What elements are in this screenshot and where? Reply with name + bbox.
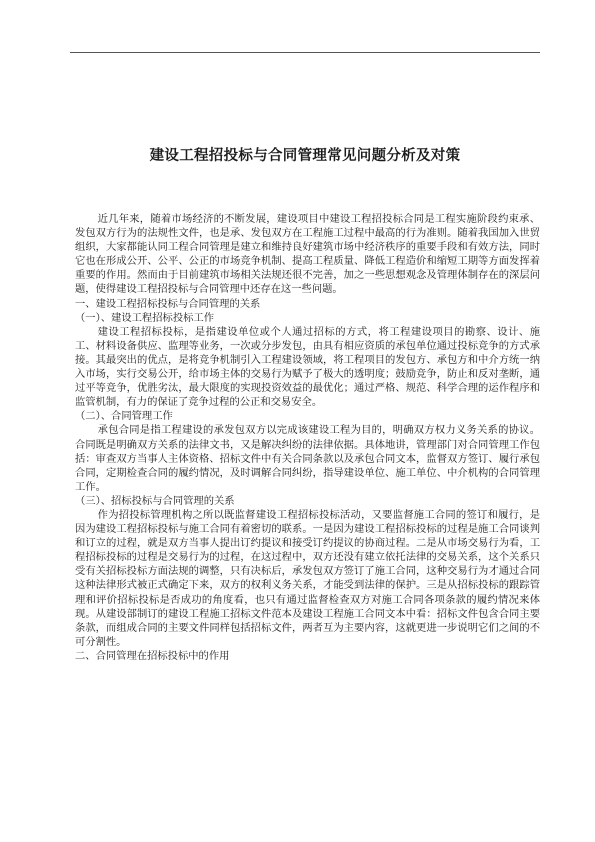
section-heading-2: 二、合同管理在招标投标中的作用 — [75, 649, 230, 662]
paragraph-contract-management: 承包合同是指工程建设的承发包双方以完成该建设工程为目的，明确双方权力义务关系的协议。合同既是明确双方关系的法律文书，又是解决纠纷的法律依据。具体地讲，管理部门对合同管理工作包括：审查双方当事人主体资格、招标文件中有关合同条款以及承包合同文本，监督双方签订、履行承包合同，定期检查合同的履约情况，及时调解合同纠纷，指导建设单位、施工单位、中介机构的合同管理工作。 — [75, 424, 540, 493]
section-heading-1: 一、建设工程招标投标与合同管理的关系 — [75, 297, 261, 310]
subsection-heading-1-3: （三）、招标投标与合同管理的关系 — [75, 494, 235, 507]
paragraph-relationship: 作为招投标管理机构之所以既监督建设工程招标投标活动，又要监督施工合同的签订和履行，是因为建设工程招标投标与施工合同有着密切的联系。一是因为建设工程招标投标的过程是施工合同谈判和订立的过程，就是双方当事人提出订约提议和接受订约提议的协商过程。二是从市场交易行为看，工程招标投标的过程是交易行为的过程，在这过程中，双方还没有建立依托法律的交易关系，这个关系只受有关招标投标方面法规的调整，只有决标后，承发包双方签订了施工合同，这种交易行为才通过合同这种法律形式被正式确定下来，双方的权利义务关系，才能受到法律的保护。三是从招标投标的跟踪管理和评价招标投标是否成功的角度看，也只有通过监督检查双方对施工合同各项条款的履约情况来体现。从建设部制订的建设工程施工招标文件范本及建设工程施工合同文本中看：招标文件包含合同主要条款，而组成合同的主要文件同样包括招标文件，两者互为主要内容，这就更进一步说明它们之间的不可分割性。 — [75, 508, 540, 648]
document-title: 建设工程招投标与合同管理常见问题分析及对策 — [149, 148, 461, 164]
subsection-heading-1-1: （一）、建设工程招标投标工作 — [75, 311, 215, 324]
intro-paragraph: 近几年来，随着市场经济的不断发展，建设项目中建设工程招投标合同是工程实施阶段约束承、发包双方行为的法规性文件，也是承、发包双方在工程施工过程中最高的行为准则。随着我国加入世贸组织，大家都能认同工程合同管理是建立和维持良好建筑市场中经济秩序的重要手段和有效方法，同时它也在形成公开、公平、公正的市场竞争机制、提高工程质量、降低工程造价和缩短工期等方面发挥着重要的作用。然而由于目前建筑市场相关法规还很不完善，加之一些思想观念及管理体制存在的深层问题，使得建设工程招投标与合同管理中还存在这一些问题。 — [75, 213, 540, 296]
header-rule — [70, 52, 540, 53]
subsection-heading-1-2: （二）、合同管理工作 — [75, 410, 173, 423]
paragraph-bidding-work: 建设工程招标投标，是指建设单位或个人通过招标的方式，将工程建设项目的勘察、设计、施工、材料设备供应、监理等业务，一次或分步发包，由具有相应资质的承包单位通过投标竞争的方式承接。其最突出的优点，是将竞争机制引入工程建设领域，将工程项目的发包方、承包方和中介方统一纳入市场，实行交易公开，给市场主体的交易行为赋予了极大的透明度；鼓励竞争，防止和反对垄断，通过平等竞争，优胜劣汰，最大限度的实现投资效益的最优化；通过严格、规范、科学合理的运作程序和监管机制，有力的保证了竞争过程的公正和交易安全。 — [75, 325, 540, 409]
document-body — [75, 212, 540, 663]
